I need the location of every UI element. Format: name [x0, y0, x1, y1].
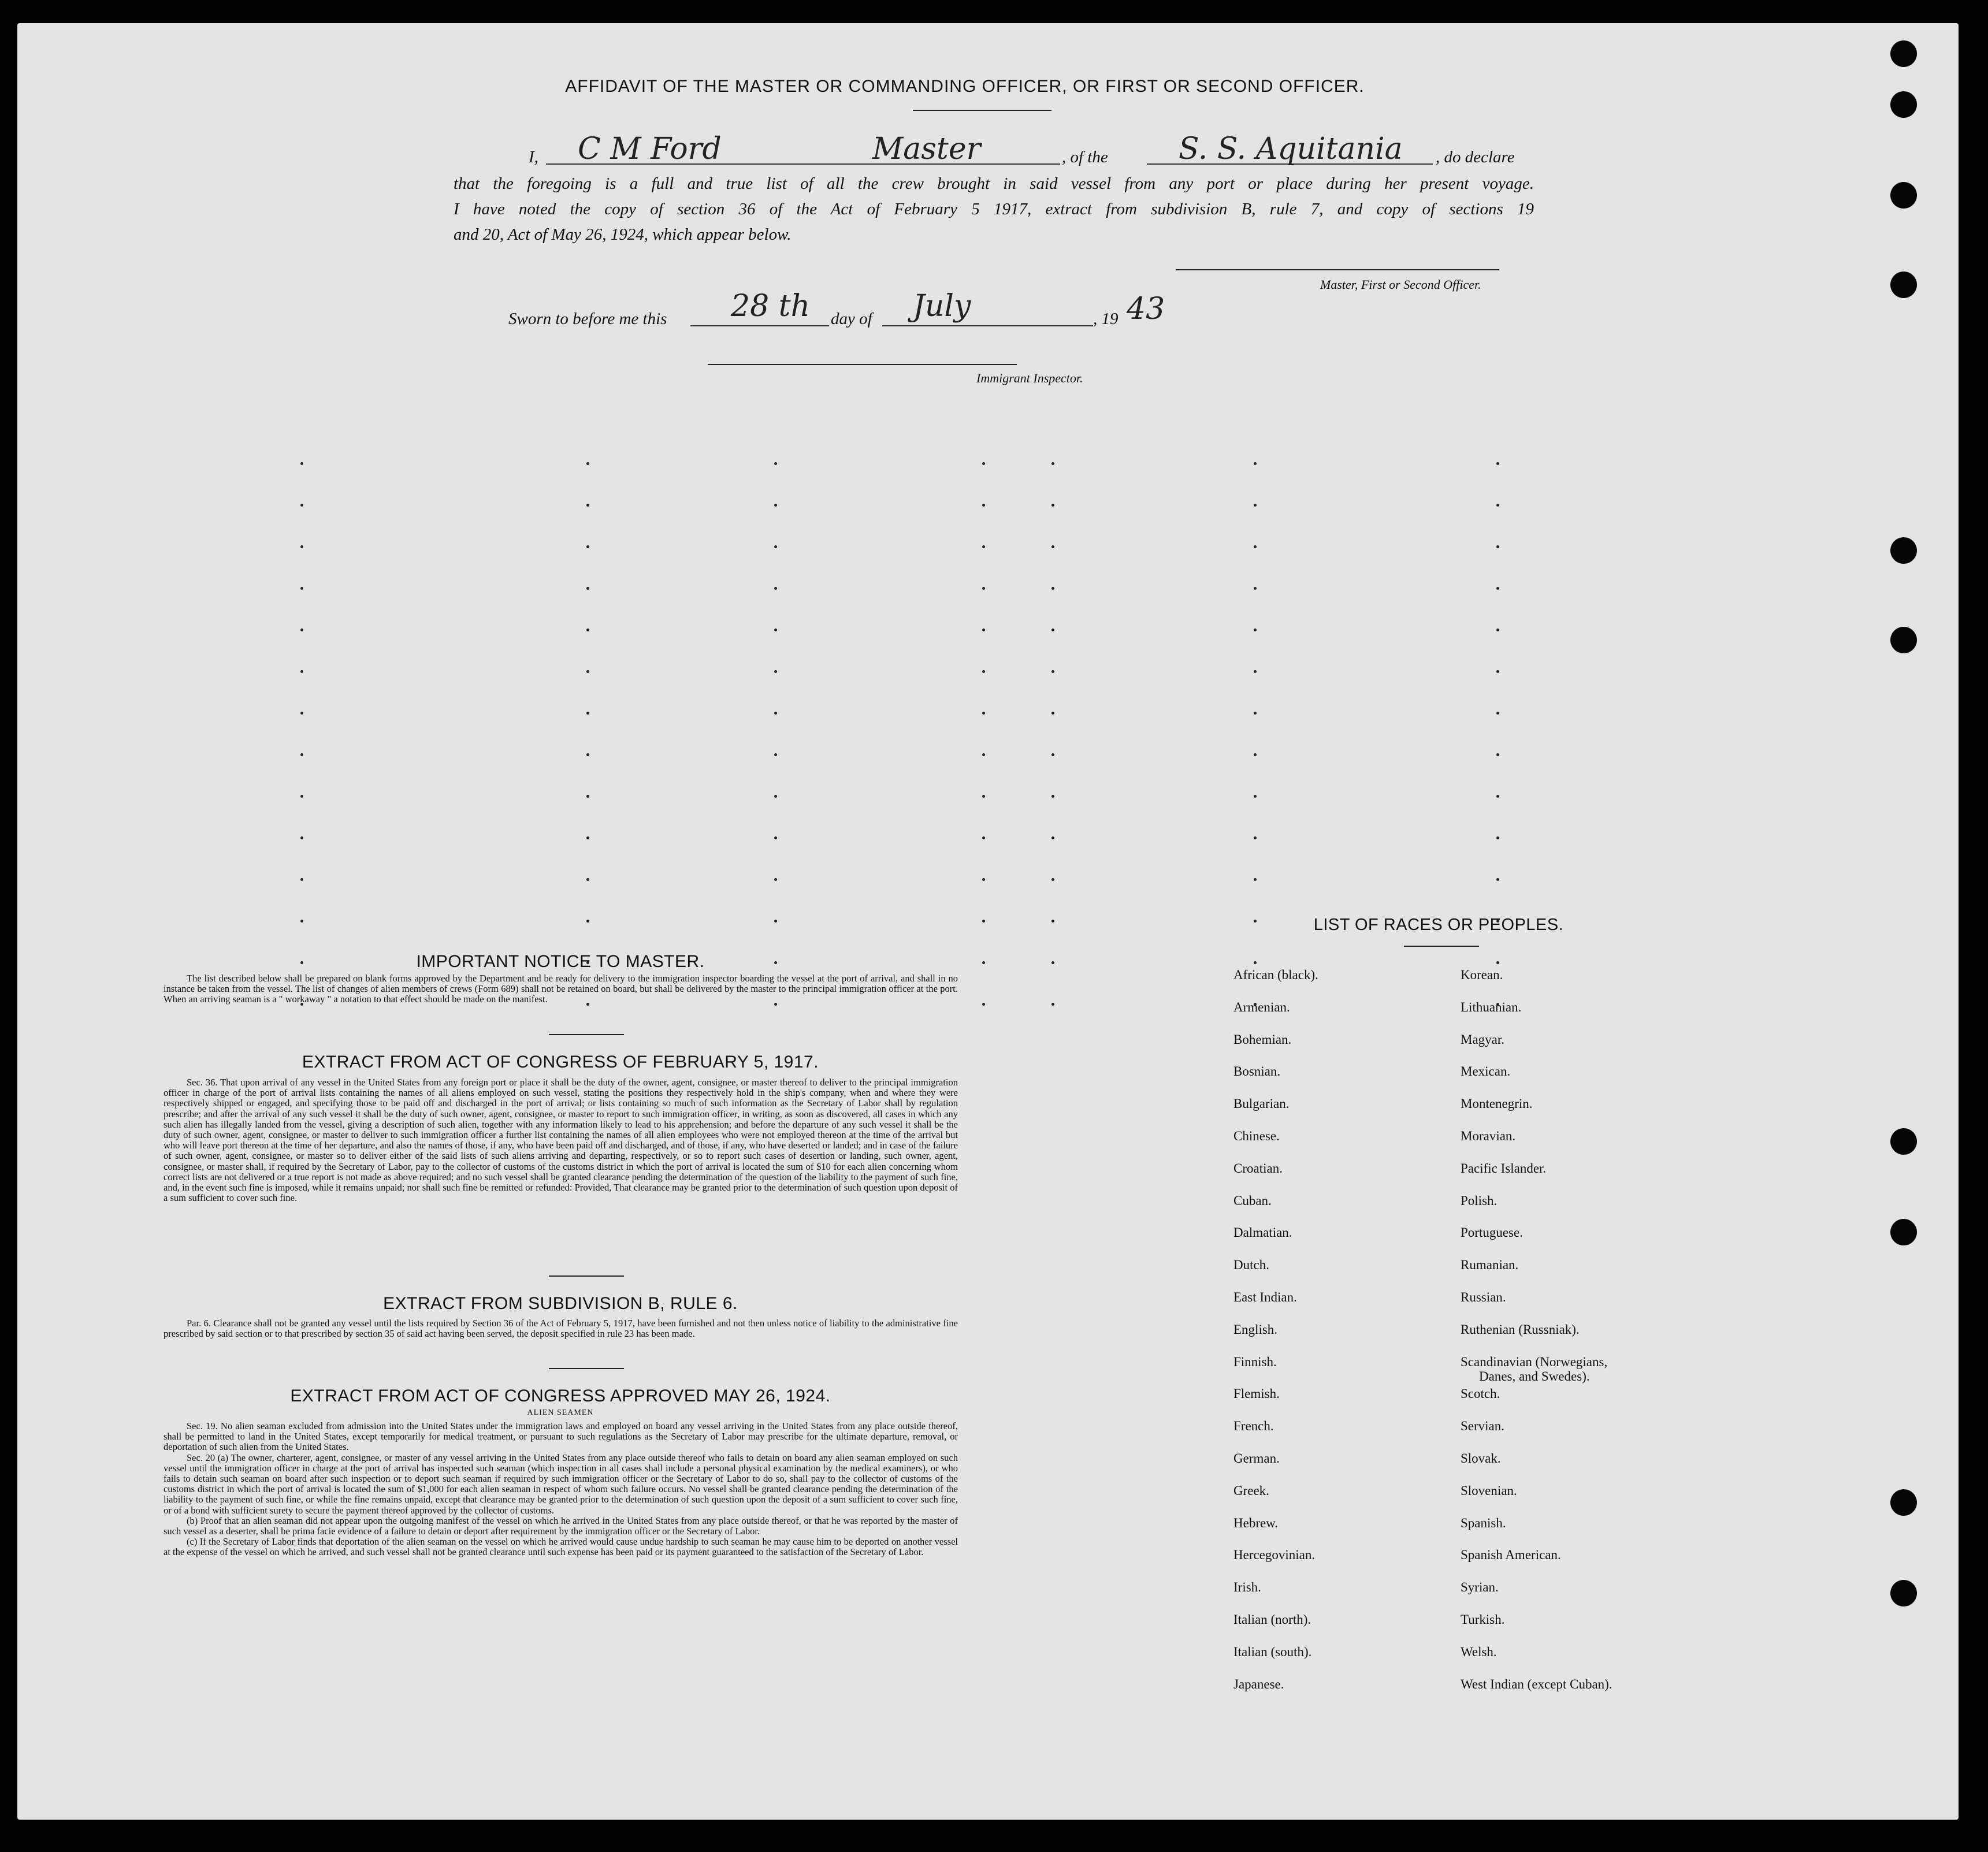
race-item: English. [1233, 1322, 1278, 1337]
declaration-line-3: I have noted the copy of section 36 of the Act of February 5 1917, extract from subdivision B, rule 7, and copy of sections 19 [454, 200, 1534, 218]
grid-dot [1496, 753, 1499, 756]
grid-dot [982, 795, 985, 798]
extract-1924-text [164, 1421, 958, 1558]
grid-dot [774, 712, 777, 715]
race-item: East Indian. [1233, 1290, 1297, 1304]
grid-dot [982, 504, 985, 507]
grid-dot [586, 836, 589, 839]
sec-19: Sec. 19. No alien seaman excluded from admission into the United States under the immigration laws and employed on board any vessel arriving in the United States from any place outside thereof, shall be permitted to land in the United States, except temporarily for medical treatment, or pursuant to such regulations as the Secretary of Labor may prescribe for the ultimate departure, removal, or deportation of such alien from the United States. [164, 1420, 958, 1453]
race-item: Polish. [1461, 1193, 1497, 1208]
race-item: French. [1233, 1419, 1274, 1434]
race-item: Japanese. [1233, 1676, 1284, 1691]
grid-dot [300, 670, 303, 673]
race-item: Syrian. [1461, 1580, 1499, 1595]
grid-dot [1254, 795, 1257, 798]
grid-dot [300, 795, 303, 798]
sec-20a: Sec. 20 (a) The owner, charterer, agent, consignee, or master of any vessel arriving in the United States from any place outside thereof who fails to detain on board any alien seaman employed on such vessel until the immigration officer in charge at the port of arrival has inspected such seaman (which inspection in all cases shall include a personal physical examination by the medical examiners), or who fails to detain such seaman on board after such inspection or to deport such seaman if required by such immigration officer or the Secretary of Labor to do so, shall pay to the collector of customs of the customs district in which the port of arrival is located the sum of $1,000 for each alien seaman in respect of whom such failure occurs. No vessel shall be granted clearance pending the determination of the liability to the payment of such fine, or while the fine remains unpaid, except that clearance may be granted prior to the determination of such question upon the deposit of a sum sufficient to cover such fine, or of a bond with sufficient surety to secure the payment thereof approved by the collector of customs. [164, 1452, 958, 1516]
grid-dot [774, 670, 777, 673]
sec-20b: (b) Proof that an alien seaman did not appear upon the outgoing manifest of the vessel on which he arrived in the United States from any place outside thereof, or that he was reported by the master of such vessel as a deserter, shall be prima facie evidence of a failure to detain or deport after requirement by the immigration officer or the Secretary of Labor. [164, 1515, 958, 1537]
race-item: Mexican. [1461, 1064, 1511, 1079]
extract-1917-rule [549, 1275, 624, 1277]
race-item: Lithuanian. [1461, 999, 1522, 1014]
grid-dot [300, 753, 303, 756]
name-handwritten: C M Ford [578, 132, 722, 166]
grid-dot [774, 795, 777, 798]
grid-dot [1496, 878, 1499, 881]
affidavit-title: AFFIDAVIT OF THE MASTER OR COMMANDING OFFICER, OR FIRST OR SECOND OFFICER. [565, 77, 1365, 96]
day-of-label: day of [831, 310, 872, 328]
grid-dot [774, 836, 777, 839]
grid-dot [1496, 545, 1499, 548]
grid-dot [300, 836, 303, 839]
grid-dot [1254, 670, 1257, 673]
race-item: Scotch. [1461, 1386, 1500, 1401]
race-item: Portuguese. [1461, 1225, 1523, 1240]
sworn-day-line [690, 325, 829, 326]
i-label: I, [529, 148, 538, 166]
grid-dot [774, 462, 777, 465]
grid-dot [1254, 504, 1257, 507]
sworn-label: Sworn to before me this [508, 310, 667, 328]
race-item: Magyar. [1461, 1032, 1505, 1047]
grid-dot [774, 753, 777, 756]
grid-dot [1496, 462, 1499, 465]
grid-dot [586, 545, 589, 548]
grid-dot [1496, 670, 1499, 673]
grid-dot [982, 670, 985, 673]
grid-dot [300, 629, 303, 631]
grid-dot [586, 629, 589, 631]
declaration-line-2: that the foregoing is a full and true list of all the crew brought in said vessel from any port or place during her present voyage. [454, 174, 1534, 193]
grid-dot [586, 587, 589, 590]
race-item: Montenegrin. [1461, 1096, 1533, 1111]
race-item: Scandinavian (Norwegians, [1461, 1354, 1608, 1369]
race-item: Slovak. [1461, 1451, 1501, 1466]
notice-text: The list described below shall be prepared on blank forms approved by the Department and be ready for delivery to the immigration inspector boarding the vessel at the port of arrival, and shall in no instance be taken from the vessel. The list of changes of alien members of crews (Form 689) shall not be retained on board, but shall be delivered by the master to the principal immigration officer at the port. When an arriving seaman is a " workaway " a notation to that effect should be made on the manifest. [164, 973, 958, 1005]
grid-dot [1254, 961, 1257, 964]
race-scandinavian-cont: Danes, and Swedes). [1479, 1369, 1590, 1384]
race-item: Dutch. [1233, 1258, 1269, 1273]
races-rule [1404, 946, 1479, 947]
grid-dot [586, 878, 589, 881]
grid-dot [1051, 545, 1054, 548]
race-item: Chinese. [1233, 1129, 1280, 1143]
grid-dot [1051, 462, 1054, 465]
sworn-month-handwritten: July [913, 289, 971, 323]
grid-dot [586, 670, 589, 673]
race-item: Turkish. [1461, 1612, 1505, 1627]
grid-dot [300, 504, 303, 507]
race-item: Bohemian. [1233, 1032, 1292, 1047]
race-item: Spanish. [1461, 1515, 1506, 1530]
grid-dot [1496, 587, 1499, 590]
sworn-day-handwritten: 28 th [731, 289, 811, 323]
race-item: Cuban. [1233, 1193, 1272, 1208]
grid-dot [300, 587, 303, 590]
race-item: Flemish. [1233, 1386, 1280, 1401]
grid-dot [982, 753, 985, 756]
race-item: Armenian. [1233, 999, 1290, 1014]
grid-dot [1254, 587, 1257, 590]
grid-dot [1254, 545, 1257, 548]
grid-dot [1496, 795, 1499, 798]
grid-dot [1254, 836, 1257, 839]
declaration-line-4: and 20, Act of May 26, 1924, which appear below. [454, 225, 792, 244]
grid-dot [982, 961, 985, 964]
title-rule [913, 110, 1051, 111]
grid-dot [774, 545, 777, 548]
race-item: Bosnian. [1233, 1064, 1281, 1079]
rule6-text: Par. 6. Clearance shall not be granted any vessel until the lists required by Section 36 of the Act of February 5, 1917, have been furnished and not then unless notice of liability to the administrative fine prescribed by said section or to that prescribed by section 35 of said act having been served, the deposit specified in rule 23 has been made. [164, 1318, 958, 1340]
grid-dot [1051, 712, 1054, 715]
grid-dot [1051, 504, 1054, 507]
master-signature-label: Master, First or Second Officer. [1320, 277, 1481, 292]
grid-dot [1254, 462, 1257, 465]
grid-dot [1051, 878, 1054, 881]
grid-dot [1051, 1003, 1054, 1006]
grid-dot [1254, 920, 1257, 923]
race-item: Croatian. [1233, 1161, 1283, 1176]
sec-20c: (c) If the Secretary of Labor finds that deportation of the alien seaman on the vessel on which he arrived would cause undue hardship to such seaman he may cause him to be deported on another vessel at the expense of the vessel on which he arrived, and such vessel shall not be granted clearance until such expense has been paid or its payment guaranteed to the satisfaction of the Secretary of Labor. [164, 1536, 958, 1558]
inspector-label: Immigrant Inspector. [976, 371, 1083, 385]
master-signature-line [1176, 269, 1499, 270]
grid-dot [1496, 961, 1499, 964]
grid-dot [1254, 629, 1257, 631]
grid-dot [982, 462, 985, 465]
year-handwritten: 43 [1127, 292, 1165, 326]
race-item: German. [1233, 1451, 1280, 1466]
grid-dot [774, 587, 777, 590]
grid-dot [982, 878, 985, 881]
grid-dot [1496, 712, 1499, 715]
race-item: Pacific Islander. [1461, 1161, 1547, 1176]
races-title: LIST OF RACES OR PEOPLES. [1313, 916, 1564, 934]
year-prefix: , 19 [1093, 310, 1119, 328]
rule6-title: EXTRACT FROM SUBDIVISION B, RULE 6. [383, 1294, 738, 1313]
race-item: West Indian (except Cuban). [1461, 1676, 1612, 1691]
grid-dot [1496, 629, 1499, 631]
race-item: Welsh. [1461, 1644, 1497, 1659]
grid-dot [1254, 753, 1257, 756]
grid-dot [1051, 836, 1054, 839]
grid-dot [300, 462, 303, 465]
grid-dot [1051, 753, 1054, 756]
grid-dot [982, 712, 985, 715]
grid-dot [586, 712, 589, 715]
grid-dot [1051, 670, 1054, 673]
race-item: Slovenian. [1461, 1483, 1517, 1498]
vessel-handwritten: S. S. Aquitania [1179, 132, 1403, 166]
of-the-label: , of the [1062, 148, 1108, 166]
grid-dot [774, 629, 777, 631]
grid-dot [982, 920, 985, 923]
race-item: Irish. [1233, 1580, 1261, 1595]
grid-dot [300, 878, 303, 881]
race-item: Moravian. [1461, 1129, 1516, 1143]
grid-dot [1051, 920, 1054, 923]
grid-dot [1051, 629, 1054, 631]
grid-dot [1254, 712, 1257, 715]
race-item: Hercegovinian. [1233, 1548, 1316, 1563]
race-item: Italian (north). [1233, 1612, 1311, 1627]
race-item: Finnish. [1233, 1354, 1277, 1369]
grid-dot [982, 836, 985, 839]
notice-title: IMPORTANT NOTICE TO MASTER. [416, 952, 705, 971]
race-item: Russian. [1461, 1290, 1506, 1304]
do-declare-label: , do declare [1436, 148, 1515, 166]
race-item: Spanish American. [1461, 1548, 1561, 1563]
grid-dot [586, 753, 589, 756]
grid-dot [300, 712, 303, 715]
sworn-month-line [882, 325, 1093, 326]
grid-dot [586, 462, 589, 465]
grid-dot [300, 545, 303, 548]
grid-dot [300, 920, 303, 923]
grid-dot [586, 920, 589, 923]
grid-dot [982, 1003, 985, 1006]
grid-dot [774, 504, 777, 507]
grid-dot [982, 587, 985, 590]
race-item: Italian (south). [1233, 1644, 1312, 1659]
extract-1924-title: EXTRACT FROM ACT OF CONGRESS APPROVED MAY 26, 1924. [290, 1386, 831, 1405]
grid-dot [586, 504, 589, 507]
race-item: Hebrew. [1233, 1515, 1279, 1530]
grid-dot [1496, 836, 1499, 839]
grid-dot [982, 629, 985, 631]
grid-dot [774, 878, 777, 881]
grid-dot [1051, 587, 1054, 590]
grid-dot [1496, 504, 1499, 507]
grid-dot [774, 920, 777, 923]
extract-1917-title: EXTRACT FROM ACT OF CONGRESS OF FEBRUARY 5, 1917. [302, 1053, 819, 1072]
inspector-signature-line [708, 364, 1017, 365]
extract-1917-text: Sec. 36. That upon arrival of any vessel in the United States from any foreign port or place it shall be the duty of the owner, agent, consignee, or master thereof to deliver to the principal immigration officer in charge of the port of arrival lists containing the names of all aliens employed on such vessel, stating the positions they respectively hold in the ship's company, when and where they were respectively shipped or engaged, and specifying those to be paid off and discharged in the port of arrival; or lists containing so much of such information as the Secretary of Labor shall by regulation prescribe; and after the arrival of any such vessel it shall be the duty of such owner, agent, consignee, or master to report to such immigration officer, in writing, as soon as discovered, all cases in which any such alien has illegally landed from the vessel, giving a description of such alien, together with any information likely to lead to his apprehension; and before the departure of any such vessel it shall be the duty of such owner, agent, consignee, or master to deliver to such immigration officer a further list containing the names of all alien employees who were not employed thereon at the time of the arrival but who will leave port thereon at the time of her departure, and also the names of those, if any, who have been paid off and discharged, and of those, if any, who have deserted or landed; and in case of the failure of such owner, agent, consignee, or master so to deliver either of the said lists of such aliens arriving and departing, respectively, or so to report such cases of desertion or landing, such owner, agent, consignee, or master shall, if required by the Secretary of Labor, pay to the collector of customs of the customs district in which the port of arrival is located the sum of $10 for each alien concerning whom correct lists are not delivered or a true report is not made as above required; and no such vessel shall be granted clearance pending the determination of the question of the liability to the payment of such fine, and, in the event such fine is imposed, while it remains unpaid; nor shall such fine be remitted or refunded: Provided, That clearance may be granted prior to the determination of such question upon deposit of a sum sufficient to cover such fine. [164, 1077, 958, 1204]
grid-dot [586, 795, 589, 798]
race-item: Korean. [1461, 968, 1503, 982]
race-item: Greek. [1233, 1483, 1269, 1498]
notice-rule [549, 1034, 624, 1035]
rank-handwritten: Master [872, 132, 981, 166]
race-item: Servian. [1461, 1419, 1505, 1434]
race-item: Rumanian. [1461, 1258, 1519, 1273]
grid-dot [1254, 878, 1257, 881]
grid-dot [982, 545, 985, 548]
race-item: Dalmatian. [1233, 1225, 1292, 1240]
race-item: Bulgarian. [1233, 1096, 1290, 1111]
race-item: African (black). [1233, 968, 1318, 982]
extract-1924-subtitle: ALIEN SEAMEN [527, 1408, 594, 1417]
grid-dot [1051, 795, 1054, 798]
race-item: Ruthenian (Russniak). [1461, 1322, 1580, 1337]
rule6-rule [549, 1368, 624, 1369]
grid-dot [1051, 961, 1054, 964]
